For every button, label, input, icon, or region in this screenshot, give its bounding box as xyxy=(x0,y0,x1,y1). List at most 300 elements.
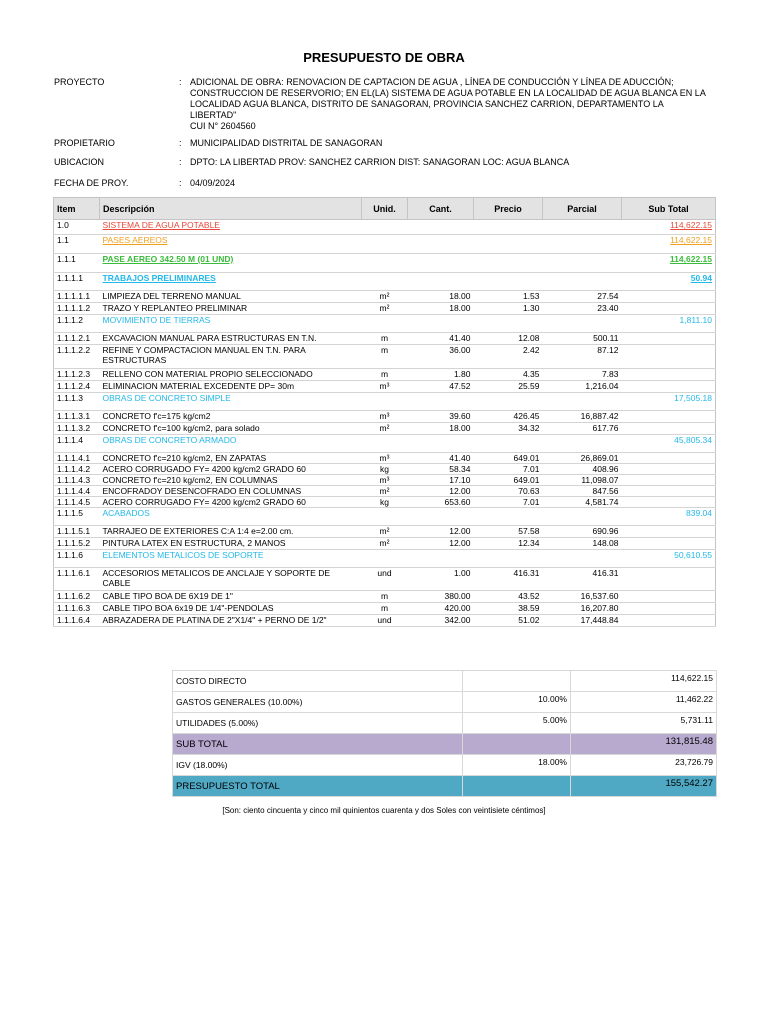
propietario-value: MUNICIPALIDAD DISTRITAL DE SANAGORAN xyxy=(190,138,383,148)
desc-text: CONCRETO f'c=210 kg/cm2, EN ZAPATAS xyxy=(102,453,267,463)
precio-text: 57.58 xyxy=(518,526,540,536)
cell-precio xyxy=(474,423,543,435)
cell-unid xyxy=(362,550,408,568)
cell-item xyxy=(54,508,100,526)
cell-item xyxy=(54,538,100,550)
item-text: 1.1 xyxy=(57,235,69,245)
cell-unid xyxy=(362,303,408,315)
fecha-value: 04/09/2024 xyxy=(190,178,236,188)
cell-cant xyxy=(408,538,474,550)
unid-text: m² xyxy=(379,526,390,536)
cell-item xyxy=(54,291,100,303)
cell-unid xyxy=(362,220,408,235)
unid-text: kg xyxy=(380,497,389,507)
propietario-label: PROPIETARIO xyxy=(54,138,115,148)
desc-text: ELIMINACION MATERIAL EXCEDENTE DP= 30m xyxy=(102,381,295,391)
table-row xyxy=(54,603,716,615)
summary-value: 114,622.15 xyxy=(571,671,717,692)
unid-text: m³ xyxy=(379,381,390,391)
desc-text: CABLE TIPO BOA DE 6X19 DE 1" xyxy=(102,591,233,601)
cell-unid xyxy=(362,411,408,423)
cant-text: 420.00 xyxy=(444,603,471,613)
summary-label: PRESUPUESTO TOTAL xyxy=(173,776,463,797)
cell-cant xyxy=(408,486,474,497)
cell-parcial xyxy=(543,235,622,254)
summary-pct xyxy=(463,671,571,692)
cell-desc xyxy=(100,393,362,411)
summary-value: 5,731.11 xyxy=(571,713,717,734)
cell-precio xyxy=(474,497,543,508)
subtotal-text: 114,622.15 xyxy=(669,254,712,264)
cell-precio xyxy=(474,220,543,235)
cell-precio xyxy=(474,333,543,345)
item-text: 1.1.1.6.3 xyxy=(57,603,91,613)
cell-cant xyxy=(408,423,474,435)
desc-text: ELEMENTOS METALICOS DE SOPORTE xyxy=(102,550,264,560)
cell-item xyxy=(54,615,100,627)
subtotal-text: 45,805.34 xyxy=(674,435,712,445)
cell-subtotal xyxy=(622,315,716,333)
cell-item xyxy=(54,497,100,508)
summary-row xyxy=(173,692,717,713)
cell-subtotal xyxy=(622,345,716,369)
cell-unid xyxy=(362,591,408,603)
desc-text: LIMPIEZA DEL TERRENO MANUAL xyxy=(102,291,241,301)
cell-parcial xyxy=(543,423,622,435)
parcial-text: 4,581.74 xyxy=(585,497,619,507)
desc-text: CABLE TIPO BOA 6x19 DE 1/4"-PENDOLAS xyxy=(102,603,274,613)
cell-cant xyxy=(408,333,474,345)
desc-text: ACERO CORRUGADO FY= 4200 kg/cm2 GRADO 60 xyxy=(102,464,306,474)
ubicacion-value: DPTO: LA LIBERTAD PROV: SANCHEZ CARRION DIST: SANAGORAN LOC: AGUA BLANCA xyxy=(190,157,570,167)
cell-item xyxy=(54,550,100,568)
subtotal-text: 1,811.10 xyxy=(679,315,712,325)
cell-cant xyxy=(408,220,474,235)
cell-parcial xyxy=(543,497,622,508)
desc-text: ABRAZADERA DE PLATINA DE 2"X1/4" + PERNO DE 1/2" xyxy=(102,615,327,625)
cell-precio xyxy=(474,411,543,423)
fecha-label: FECHA DE PROY. xyxy=(54,178,129,188)
desc-text: ENCOFRADOY DESENCOFRADO EN COLUMNAS xyxy=(102,486,302,496)
unid-text: m xyxy=(380,345,389,355)
cell-parcial xyxy=(543,345,622,369)
cell-item xyxy=(54,345,100,369)
cell-parcial xyxy=(543,486,622,497)
budget-table-body xyxy=(54,220,716,627)
table-row-group xyxy=(54,254,716,273)
table-row xyxy=(54,345,716,369)
table-row xyxy=(54,464,716,475)
cell-desc xyxy=(100,538,362,550)
cant-text: 17.10 xyxy=(449,475,471,485)
cell-subtotal xyxy=(622,497,716,508)
col-header-subtotal: Sub Total xyxy=(622,198,716,220)
cell-subtotal xyxy=(622,333,716,345)
cell-cant xyxy=(408,508,474,526)
cell-cant xyxy=(408,369,474,381)
subtotal-text: 17,505.18 xyxy=(674,393,712,403)
precio-text: 34.32 xyxy=(518,423,540,433)
cell-item xyxy=(54,486,100,497)
cell-unid xyxy=(362,423,408,435)
cant-text: 39.60 xyxy=(449,411,471,421)
cant-text: 41.40 xyxy=(449,453,471,463)
cell-subtotal xyxy=(622,453,716,464)
cell-subtotal xyxy=(622,464,716,475)
cell-parcial xyxy=(543,464,622,475)
cant-text: 1.00 xyxy=(453,568,471,578)
page-title: PRESUPUESTO DE OBRA xyxy=(303,50,465,65)
cell-item xyxy=(54,315,100,333)
cell-cant xyxy=(408,568,474,591)
table-row xyxy=(54,615,716,627)
cell-item xyxy=(54,411,100,423)
item-text: 1.1.1.1 xyxy=(57,273,83,283)
cell-precio xyxy=(474,526,543,538)
parcial-text: 17,448.84 xyxy=(580,615,619,625)
table-row xyxy=(54,486,716,497)
cell-parcial xyxy=(543,475,622,486)
item-text: 1.1.1.6.1 xyxy=(57,568,91,578)
precio-text: 649.01 xyxy=(513,453,540,463)
cell-item xyxy=(54,381,100,393)
cell-desc xyxy=(100,345,362,369)
summary-value: 23,726.79 xyxy=(571,755,717,776)
summary-value: 131,815.48 xyxy=(571,734,717,755)
cell-cant xyxy=(408,381,474,393)
cell-desc xyxy=(100,497,362,508)
cell-parcial xyxy=(543,381,622,393)
cell-cant xyxy=(408,591,474,603)
cell-unid xyxy=(362,486,408,497)
cell-cant xyxy=(408,235,474,254)
cant-text: 1.80 xyxy=(453,369,471,379)
table-row-group xyxy=(54,550,716,568)
item-text: 1.1.1.5.1 xyxy=(57,526,91,536)
cell-cant xyxy=(408,603,474,615)
subtotal-text: 50,610.55 xyxy=(674,550,712,560)
table-row xyxy=(54,369,716,381)
table-row-group xyxy=(54,435,716,453)
proyecto-line: CONSTRUCCION DE RESERVORIO; EN EL(LA) SISTEMA DE AGUA POTABLE EN LA LOCALIDAD DE AGUA BLANCA EN LA xyxy=(190,88,706,98)
desc-text: CONCRETO f'c=210 kg/cm2, EN COLUMNAS xyxy=(102,475,278,485)
cell-subtotal xyxy=(622,411,716,423)
precio-text: 43.52 xyxy=(518,591,540,601)
precio-text: 2.42 xyxy=(522,345,540,355)
item-text: 1.1.1.5.2 xyxy=(57,538,91,548)
cell-cant xyxy=(408,453,474,464)
cell-parcial xyxy=(543,254,622,273)
desc-text: ACCESORIOS METALICOS DE ANCLAJE Y SOPORTE DE CABLE xyxy=(102,568,331,588)
proyecto-line: CUI N° 2604560 xyxy=(190,121,256,131)
cell-parcial xyxy=(543,603,622,615)
cant-text: 12.00 xyxy=(449,538,471,548)
cell-subtotal xyxy=(622,475,716,486)
cell-item xyxy=(54,453,100,464)
unid-text: m² xyxy=(379,291,390,301)
parcial-text: 16,537.60 xyxy=(580,591,619,601)
desc-text: TARRAJEO DE EXTERIORES C:A 1:4 e=2.00 cm. xyxy=(102,526,294,536)
cell-parcial xyxy=(543,273,622,291)
budget-table xyxy=(53,197,716,627)
parcial-text: 408.96 xyxy=(592,464,619,474)
cell-item xyxy=(54,591,100,603)
unid-text: m xyxy=(380,591,389,601)
parcial-text: 26,869.01 xyxy=(580,453,619,463)
cell-precio xyxy=(474,508,543,526)
cell-parcial xyxy=(543,453,622,464)
cell-cant xyxy=(408,291,474,303)
desc-text: PINTURA LATEX EN ESTRUCTURA, 2 MANOS xyxy=(102,538,286,548)
item-text: 1.1.1 xyxy=(57,254,76,264)
cell-parcial xyxy=(543,435,622,453)
table-row xyxy=(54,526,716,538)
table-row-group xyxy=(54,508,716,526)
cell-parcial xyxy=(543,526,622,538)
cant-text: 18.00 xyxy=(449,291,471,301)
summary-pct xyxy=(463,734,571,755)
desc-text: TRABAJOS PRELIMINARES xyxy=(102,273,216,283)
table-row xyxy=(54,291,716,303)
cell-precio xyxy=(474,615,543,627)
cell-item xyxy=(54,333,100,345)
cell-precio xyxy=(474,393,543,411)
cell-parcial xyxy=(543,591,622,603)
cell-item xyxy=(54,464,100,475)
cell-unid xyxy=(362,393,408,411)
parcial-text: 23.40 xyxy=(597,303,619,313)
table-row xyxy=(54,568,716,591)
cell-desc xyxy=(100,273,362,291)
cell-unid xyxy=(362,369,408,381)
cell-subtotal xyxy=(622,591,716,603)
cant-text: 653.60 xyxy=(444,497,471,507)
item-text: 1.1.1.4 xyxy=(57,435,83,445)
cell-unid xyxy=(362,333,408,345)
table-row xyxy=(54,411,716,423)
desc-text: REFINE Y COMPACTACION MANUAL EN T.N. PARA ESTRUCTURAS xyxy=(102,345,306,365)
unid-text: m² xyxy=(379,486,390,496)
unid-text: und xyxy=(377,568,392,578)
unid-text: kg xyxy=(380,464,389,474)
cell-unid xyxy=(362,497,408,508)
precio-text: 7.01 xyxy=(522,497,540,507)
cell-item xyxy=(54,435,100,453)
cell-precio xyxy=(474,603,543,615)
col-header-parcial: Parcial xyxy=(543,198,622,220)
cell-precio xyxy=(474,254,543,273)
cell-subtotal xyxy=(622,369,716,381)
cell-cant xyxy=(408,254,474,273)
cell-precio xyxy=(474,315,543,333)
cell-desc xyxy=(100,423,362,435)
item-text: 1.1.1.4.4 xyxy=(57,486,91,496)
cell-unid xyxy=(362,603,408,615)
cell-subtotal xyxy=(622,291,716,303)
cell-parcial xyxy=(543,291,622,303)
table-row xyxy=(54,381,716,393)
precio-text: 38.59 xyxy=(518,603,540,613)
cell-precio xyxy=(474,435,543,453)
cell-desc xyxy=(100,615,362,627)
unid-text: m xyxy=(380,603,389,613)
col-header-descripcion: Descripción xyxy=(100,198,362,220)
precio-text: 25.59 xyxy=(518,381,540,391)
desc-text: EXCAVACION MANUAL PARA ESTRUCTURAS EN T.N. xyxy=(102,333,317,343)
cell-unid xyxy=(362,568,408,591)
fecha-colon: : xyxy=(179,178,182,188)
cell-item xyxy=(54,526,100,538)
item-text: 1.1.1.2.1 xyxy=(57,333,91,343)
col-header-precio: Precio xyxy=(474,198,543,220)
summary-label: GASTOS GENERALES (10.00%) xyxy=(173,692,463,713)
item-text: 1.1.1.5 xyxy=(57,508,83,518)
parcial-text: 1,216.04 xyxy=(585,381,619,391)
precio-text: 12.08 xyxy=(518,333,540,343)
cell-parcial xyxy=(543,303,622,315)
cell-desc xyxy=(100,254,362,273)
item-text: 1.1.1.1.2 xyxy=(57,303,91,313)
cell-unid xyxy=(362,315,408,333)
item-text: 1.1.1.6 xyxy=(57,550,83,560)
cell-desc xyxy=(100,591,362,603)
table-row-group xyxy=(54,273,716,291)
desc-text: RELLENO CON MATERIAL PROPIO SELECCIONADO xyxy=(102,369,313,379)
cell-subtotal xyxy=(622,615,716,627)
cell-cant xyxy=(408,411,474,423)
table-row xyxy=(54,538,716,550)
parcial-text: 7.83 xyxy=(601,369,619,379)
precio-text: 426.45 xyxy=(513,411,540,421)
parcial-text: 87.12 xyxy=(597,345,619,355)
desc-text: TRAZO Y REPLANTEO PRELIMINAR xyxy=(102,303,248,313)
desc-text: CONCRETO f'c=175 kg/cm2 xyxy=(102,411,211,421)
cell-subtotal xyxy=(622,235,716,254)
cant-text: 380.00 xyxy=(444,591,471,601)
cell-cant xyxy=(408,393,474,411)
precio-text: 7.01 xyxy=(522,464,540,474)
ubicacion-label: UBICACION xyxy=(54,157,105,167)
cell-precio xyxy=(474,303,543,315)
precio-text: 1.53 xyxy=(522,291,540,301)
item-text: 1.1.1.2.3 xyxy=(57,369,91,379)
item-text: 1.1.1.1.1 xyxy=(57,291,91,301)
col-header-item: Item xyxy=(54,198,100,220)
table-row-group xyxy=(54,220,716,235)
cant-text: 342.00 xyxy=(444,615,471,625)
cell-unid xyxy=(362,526,408,538)
ubicacion-colon: : xyxy=(179,157,182,167)
cell-subtotal xyxy=(622,423,716,435)
table-row-group xyxy=(54,315,716,333)
cell-subtotal xyxy=(622,254,716,273)
cell-subtotal xyxy=(622,526,716,538)
cell-subtotal xyxy=(622,550,716,568)
cell-item xyxy=(54,423,100,435)
col-header-cant: Cant. xyxy=(408,198,474,220)
cell-desc xyxy=(100,550,362,568)
desc-text: ACABADOS xyxy=(102,508,150,518)
cell-desc xyxy=(100,475,362,486)
cell-parcial xyxy=(543,393,622,411)
item-text: 1.0 xyxy=(57,220,69,230)
cell-precio xyxy=(474,381,543,393)
cant-text: 58.34 xyxy=(449,464,471,474)
cell-unid xyxy=(362,345,408,369)
table-header-row xyxy=(54,198,716,220)
cell-cant xyxy=(408,273,474,291)
cell-parcial xyxy=(543,550,622,568)
unid-text: m² xyxy=(379,303,390,313)
propietario-colon: : xyxy=(179,138,182,148)
parcial-text: 416.31 xyxy=(592,568,619,578)
table-row xyxy=(54,497,716,508)
proyecto-line: ADICIONAL DE OBRA: RENOVACION DE CAPTACION DE AGUA , LÍNEA DE CONDUCCIÓN Y LÍNEA DE ADUCCIÓN; xyxy=(190,77,674,87)
unid-text: und xyxy=(377,615,392,625)
summary-pct: 18.00% xyxy=(463,755,571,776)
desc-text: OBRAS DE CONCRETO ARMADO xyxy=(102,435,237,445)
summary-table-body xyxy=(173,671,717,797)
col-header-unid: Unid. xyxy=(362,198,408,220)
cell-unid xyxy=(362,254,408,273)
table-row xyxy=(54,303,716,315)
precio-text: 4.35 xyxy=(522,369,540,379)
cell-unid xyxy=(362,291,408,303)
cell-desc xyxy=(100,303,362,315)
table-row xyxy=(54,475,716,486)
item-text: 1.1.1.3.2 xyxy=(57,423,91,433)
item-text: 1.1.1.3 xyxy=(57,393,83,403)
item-text: 1.1.1.4.3 xyxy=(57,475,91,485)
cell-desc xyxy=(100,464,362,475)
desc-text: PASES AEREOS xyxy=(102,235,168,245)
cell-cant xyxy=(408,315,474,333)
cell-subtotal xyxy=(622,508,716,526)
cell-item xyxy=(54,254,100,273)
cell-unid xyxy=(362,615,408,627)
cell-cant xyxy=(408,550,474,568)
cell-precio xyxy=(474,345,543,369)
cell-unid xyxy=(362,475,408,486)
proyecto-line: LOCALIDAD AGUA BLANCA, DISTRITO DE SANAGORAN, PROVINCIA SANCHEZ CARRION, DEPARTAMENTO LA LIBERTAD" xyxy=(190,99,664,120)
cell-parcial xyxy=(543,220,622,235)
desc-text: MOVIMIENTO DE TIERRAS xyxy=(102,315,211,325)
cell-parcial xyxy=(543,411,622,423)
item-text: 1.1.1.4.2 xyxy=(57,464,91,474)
precio-text: 1.30 xyxy=(522,303,540,313)
cell-cant xyxy=(408,303,474,315)
cell-unid xyxy=(362,453,408,464)
cell-desc xyxy=(100,381,362,393)
unid-text: m² xyxy=(379,423,390,433)
cell-unid xyxy=(362,508,408,526)
parcial-text: 148.08 xyxy=(592,538,619,548)
cell-desc xyxy=(100,453,362,464)
cell-precio xyxy=(474,464,543,475)
table-row xyxy=(54,591,716,603)
cant-text: 18.00 xyxy=(449,423,471,433)
item-text: 1.1.1.2.2 xyxy=(57,345,91,355)
summary-pct xyxy=(463,776,571,797)
cell-cant xyxy=(408,475,474,486)
cell-precio xyxy=(474,273,543,291)
precio-text: 649.01 xyxy=(513,475,540,485)
cell-cant xyxy=(408,526,474,538)
cell-subtotal xyxy=(622,381,716,393)
cell-subtotal xyxy=(622,435,716,453)
parcial-text: 617.76 xyxy=(592,423,619,433)
summary-label: IGV (18.00%) xyxy=(173,755,463,776)
